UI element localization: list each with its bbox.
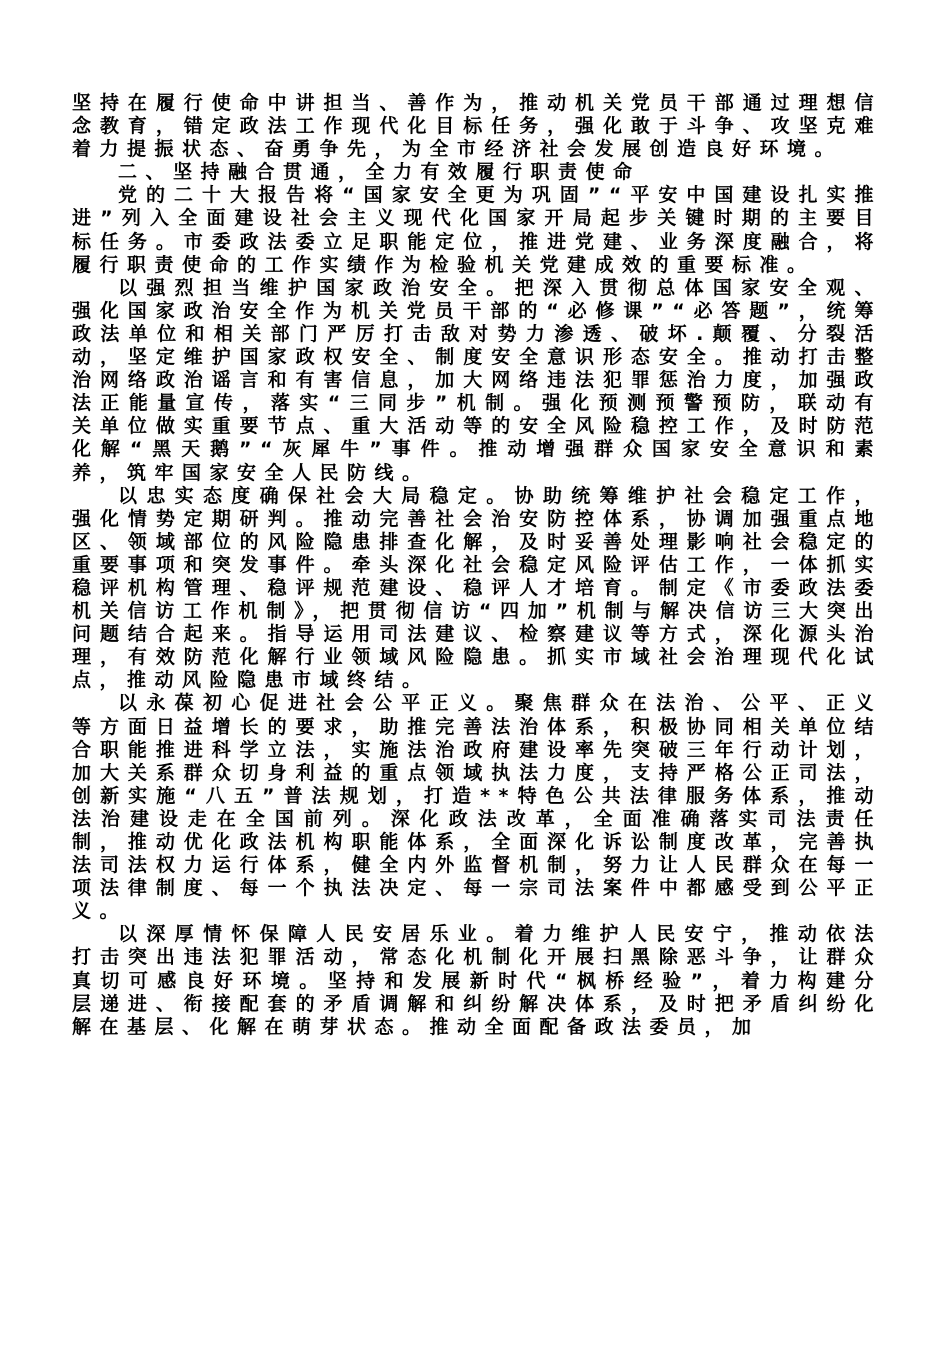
paragraph-intro: 坚持在履行使命中讲担当、善作为，推动机关党员干部通过理想信念教育，错定政法工作现代化目标任务，强化敢于斗争、攻坚克难着力提振状态、奋勇争先，为全市经济社会发展创造良好环境。	[72, 92, 882, 161]
paragraph-fairness-justice: 以永葆初心促进社会公平正义。聚焦群众在法治、公平、正义等方面日益增长的要求，助推完善法治体系，积极协同相关单位结合职能推进科学立法，实施法治政府建设率先突破三年行动计划，加大关系群众切身利益的重点领域执法力度，支持严格公正司法，创新实施“八五”普法规划，打造**特色公共法律服务体系，推动法治建设走在全国前列。深化政法改革，全面准确落实司法责任制，推动优化政法机构职能体系，全面深化诉讼制度改革，完善执法司法权力运行体系，健全内外监督机制，努力让人民群众在每一项法律制度、每一个执法决定、每一宗司法案件中都感受到公平正义。	[72, 692, 882, 923]
paragraph-peace-wellbeing: 以深厚情怀保障人民安居乐业。着力维护人民安宁，推动依法打击突出违法犯罪活动，常态化机制化开展扫黑除恶斗争，让群众真切可感良好环境。坚持和发展新时代“枫桥经验”，着力构建分层递进、衔接配套的矛盾调解和纠纷解决体系，及时把矛盾纠纷化解在基层、化解在萌芽状态。推动全面配备政法委员，加	[72, 923, 882, 1038]
paragraph-overview: 党的二十大报告将“国家安全更为巩固”“平安中国建设扎实推进”列入全面建设社会主义现代化国家开局起步关键时期的主要目标任务。市委政法委立足职能定位，推进党建、业务深度融合，将履行职责使命的工作实绩作为检验机关党建成效的重要标准。	[72, 184, 882, 276]
section-heading-2: 二、坚持融合贯通，全力有效履行职责使命	[118, 161, 641, 184]
document-page	[72, 92, 882, 1039]
paragraph-political-security: 以强烈担当维护国家政治安全。把深入贯彻总体国家安全观、强化国家政治安全作为机关党员干部的“必修课”“必答题”，统筹政法单位和相关部门严厉打击敌对势力渗透、破坏.颠覆、分裂活动，坚定维护国家政权安全、制度安全意识形态安全。推动打击整治网络政治谣言和有害信息，加大网络违法犯罪惩治力度，加强政法正能量宣传，落实“三同步”机制。强化预测预警预防，联动有关单位做实重要节点、重大活动等的安全风险稳控工作，及时防范化解“黑天鹅”“灰犀牛”事件。推动增强群众国家安全意识和素养，筑牢国家安全人民防线。	[72, 276, 882, 484]
paragraph-social-stability: 以忠实态度确保社会大局稳定。协助统筹维护社会稳定工作，强化情势定期研判。推动完善社会治安防控体系，协调加强重点地区、领域部位的风险隐患排查化解，及时妥善处理影响社会稳定的重要事项和突发事件。牵头深化社会稳定风险评估工作，一体抓实稳评机构管理、稳评规范建设、稳评人才培育。制定《市委政法委机关信访工作机制》，把贯彻信访“四加”机制与解决信访三大突出问题结合起来。指导运用司法建议、检察建议等方式，深化源头治理，有效防范化解行业领域风险隐患。抓实市域社会治理现代化试点，推动风险隐患市域终结。	[72, 484, 882, 692]
